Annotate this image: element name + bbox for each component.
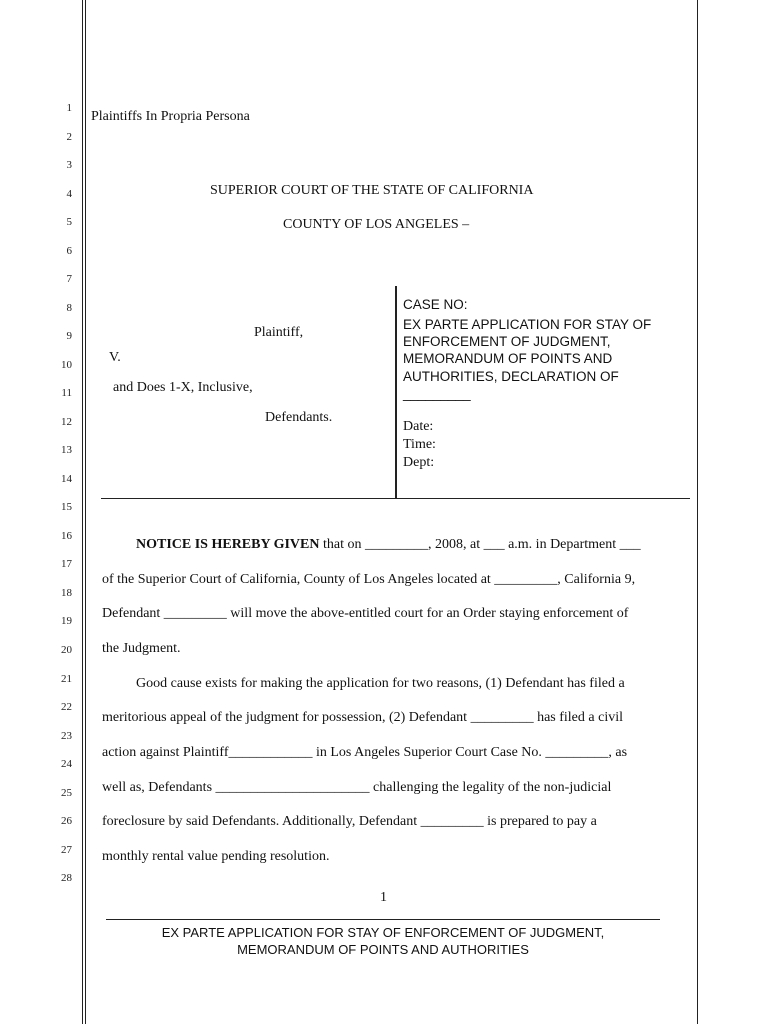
- line-number: 1: [66, 102, 72, 114]
- caption-versus: V.: [109, 350, 121, 365]
- court-name: SUPERIOR COURT OF THE STATE OF CALIFORNIA: [210, 183, 534, 198]
- left-margin-rule-outer: [82, 0, 83, 1024]
- body-line: well as, Defendants ______________________ challenging the legality of the non-judicial: [102, 780, 612, 795]
- body-line: foreclosure by said Defendants. Additionally, Defendant _________ is prepared to pay a: [102, 814, 597, 829]
- court-county: COUNTY OF LOS ANGELES –: [283, 217, 470, 232]
- body-line: action against Plaintiff____________ in Los Angeles Superior Court Case No. _________, as: [102, 745, 628, 760]
- line-number: 16: [61, 530, 72, 542]
- footer-rule: [106, 919, 660, 920]
- line-number: 21: [61, 673, 72, 685]
- declarant-blank: _________: [403, 386, 471, 401]
- caption-vertical-divider: [395, 286, 397, 498]
- left-margin-rule-inner: [85, 0, 86, 1024]
- document-title-line: EX PARTE APPLICATION FOR STAY OF: [403, 317, 652, 332]
- document-title-line: AUTHORITIES, DECLARATION OF: [403, 369, 619, 384]
- line-number: 24: [61, 758, 72, 770]
- line-number: 19: [61, 615, 72, 627]
- footer-title-line: EX PARTE APPLICATION FOR STAY OF ENFORCEMENT OF JUDGMENT,: [161, 925, 605, 940]
- line-number: 10: [61, 359, 72, 371]
- line-number: 25: [61, 787, 72, 799]
- hearing-time-label: Time:: [403, 437, 436, 452]
- line-number: 17: [61, 558, 72, 570]
- line-number: 8: [66, 302, 72, 314]
- line-number: 15: [61, 501, 72, 513]
- line-number: 12: [61, 416, 72, 428]
- body-line: monthly rental value pending resolution.: [102, 849, 330, 864]
- caption-does: and Does 1-X, Inclusive,: [113, 380, 253, 395]
- attorney-header: Plaintiffs In Propria Persona: [91, 109, 250, 124]
- line-number: 23: [61, 730, 72, 742]
- line-number: 18: [61, 587, 72, 599]
- caption-horizontal-rule: [101, 498, 690, 499]
- body-line: of the Superior Court of California, County of Los Angeles located at _________, California 9,: [102, 572, 636, 587]
- body-line: Good cause exists for making the application for two reasons, (1) Defendant has filed a: [136, 676, 625, 691]
- line-number: 7: [66, 273, 72, 285]
- line-number: 2: [66, 131, 72, 143]
- caption-plaintiff: Plaintiff,: [254, 325, 304, 340]
- line-number: 6: [66, 245, 72, 257]
- line-number: 11: [61, 387, 72, 399]
- line-number: 3: [66, 159, 72, 171]
- line-number: 13: [61, 444, 72, 456]
- notice-heading: NOTICE IS HEREBY GIVEN: [136, 537, 320, 552]
- hearing-dept-label: Dept:: [403, 455, 435, 470]
- hearing-date-label: Date:: [403, 419, 434, 434]
- line-number: 27: [61, 844, 72, 856]
- notice-text: that on _________, 2008, at ___ a.m. in Department ___: [319, 537, 641, 552]
- document-title-line: ENFORCEMENT OF JUDGMENT,: [403, 334, 611, 349]
- line-number: 14: [61, 473, 72, 485]
- document-title-line: MEMORANDUM OF POINTS AND: [403, 351, 613, 366]
- line-number: 4: [66, 188, 72, 200]
- caption-defendants: Defendants.: [265, 410, 333, 425]
- line-number: 20: [61, 644, 72, 656]
- footer-title-line: MEMORANDUM OF POINTS AND AUTHORITIES: [237, 942, 529, 957]
- line-number: 26: [61, 815, 72, 827]
- right-margin-rule: [697, 0, 698, 1024]
- line-number: 22: [61, 701, 72, 713]
- body-line: Defendant _________ will move the above-entitled court for an Order staying enforcement of: [102, 606, 629, 621]
- case-number-label: CASE NO:: [403, 297, 468, 312]
- page-number: 1: [380, 890, 387, 905]
- body-line: meritorious appeal of the judgment for possession, (2) Defendant _________ has filed a civil: [102, 710, 623, 725]
- body-line: the Judgment.: [102, 641, 181, 656]
- line-number: 28: [61, 872, 72, 884]
- line-number: 9: [66, 330, 72, 342]
- notice-paragraph-line: [136, 537, 641, 553]
- line-number: 5: [66, 216, 72, 228]
